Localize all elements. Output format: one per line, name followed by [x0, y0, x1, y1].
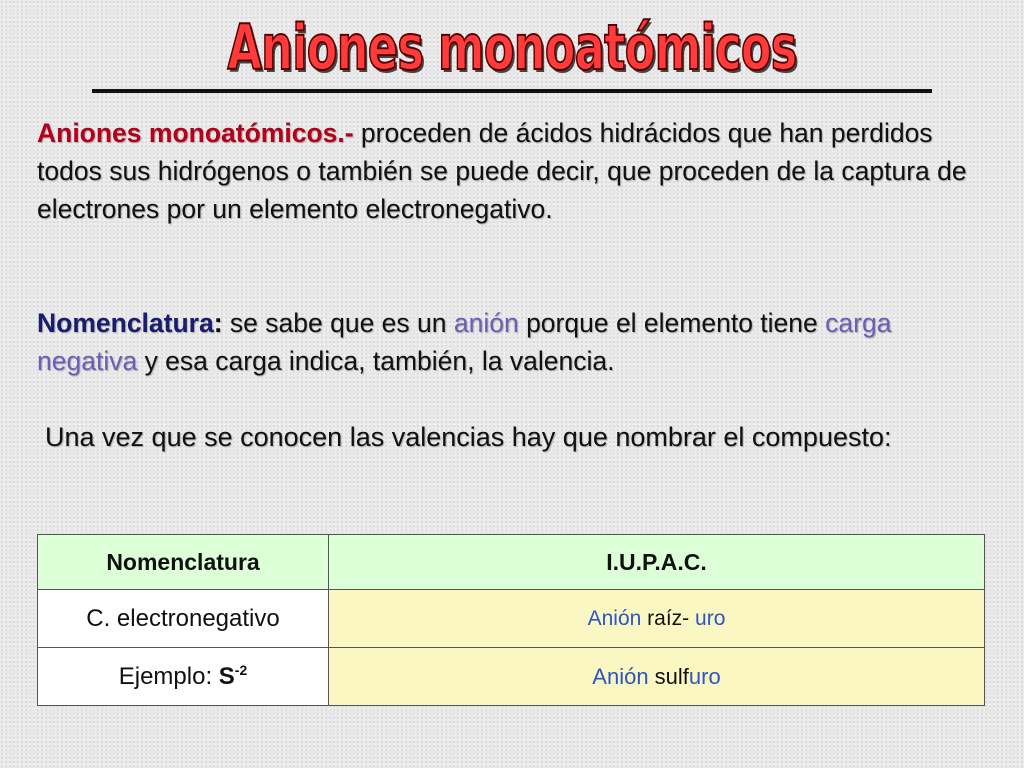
charge-superscript: -2 — [234, 662, 248, 678]
example-anion: Anión — [592, 663, 649, 689]
term-separator: .- — [337, 118, 354, 148]
table-row — [38, 590, 985, 648]
term-label: Aniones monoatómicos — [37, 118, 338, 148]
cell-ejemplo — [38, 648, 329, 706]
anion-word: anión — [453, 308, 519, 338]
definition-paragraph — [37, 114, 997, 228]
table-header-row — [38, 535, 985, 590]
definition-text: proceden de ácidos hidrácidos que han perdidos todos sus hidrógenos o también se puede decir, que proceden de la captura de electrones por un elemento electronegativo. — [37, 118, 967, 224]
nomenclature-table — [37, 534, 985, 706]
rule-anion: Anión — [587, 606, 642, 630]
rule-uro: uro — [695, 606, 726, 630]
nomenclature-colon: : — [213, 308, 223, 338]
example-sulf: sulf — [648, 663, 689, 689]
nomenclature-text-3: y esa carga indica, también, la valencia. — [137, 346, 615, 376]
rule-raiz: raíz- — [641, 606, 696, 630]
header-iupac: I.U.P.A.C. — [329, 535, 985, 590]
carga-negativa-phrase: carga negativa — [37, 308, 892, 376]
instruction-paragraph: Una vez que se conocen las valencias hay que nombrar el compuesto: — [45, 422, 892, 452]
cell-electronegativo: C. electronegativo — [38, 590, 329, 648]
nomenclature-text-1: se sabe que es un — [222, 308, 454, 338]
ejemplo-label: Ejemplo: — [118, 663, 219, 690]
cell-iupac-rule — [329, 590, 985, 648]
page-title: Aniones monoatómicos — [227, 11, 797, 84]
cell-example-name — [329, 648, 985, 706]
table-row — [38, 648, 985, 706]
nomenclature-text-2: porque el elemento tiene — [518, 308, 826, 338]
example-uro: uro — [688, 663, 721, 689]
nomenclature-paragraph — [37, 304, 997, 380]
title-underline — [92, 89, 932, 93]
sulfur-symbol: S — [218, 663, 235, 690]
header-nomenclatura: Nomenclatura — [38, 535, 329, 590]
nomenclature-label: Nomenclatura — [37, 308, 214, 338]
